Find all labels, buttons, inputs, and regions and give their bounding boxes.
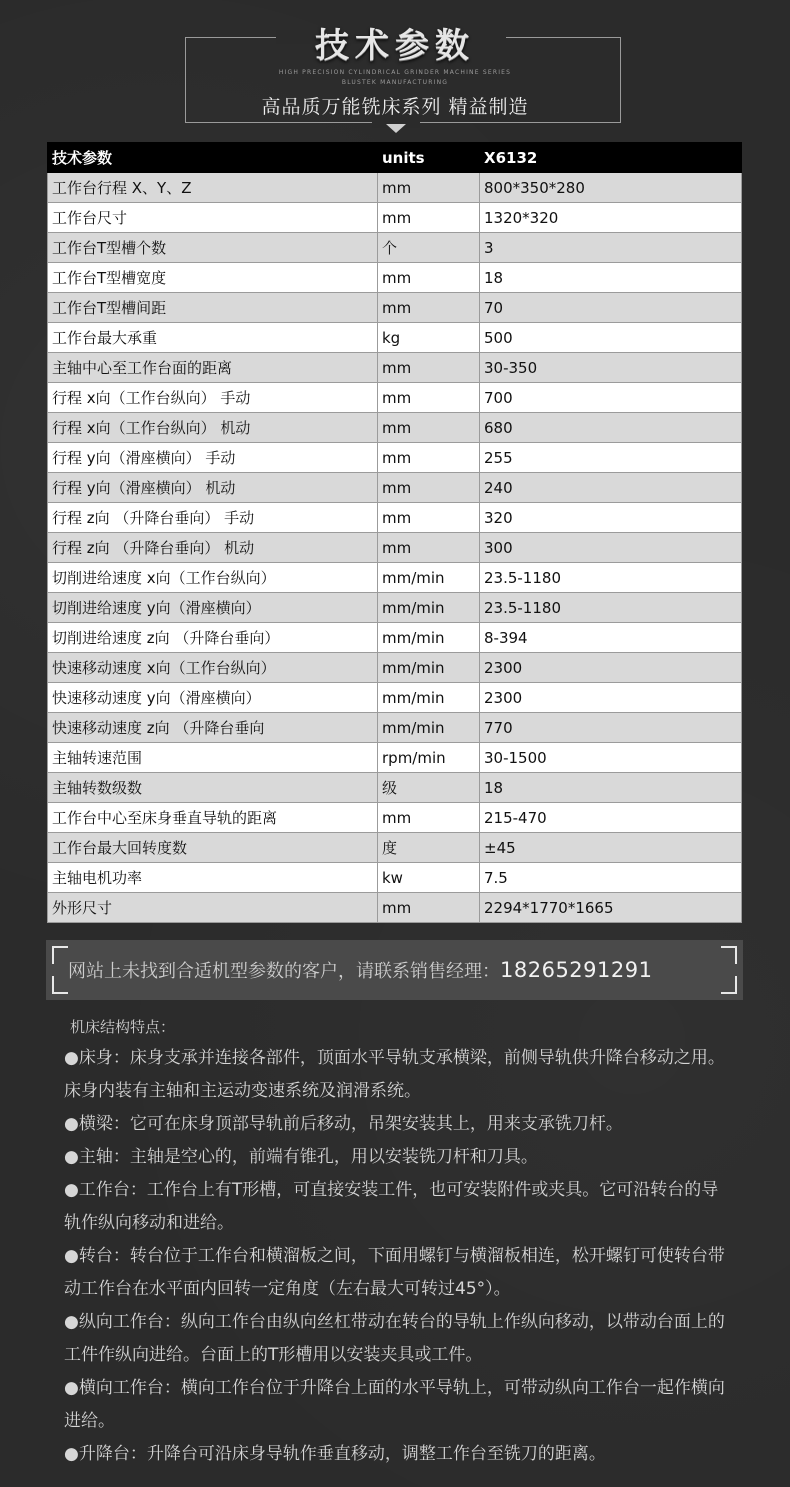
- cell-value: 2300: [480, 683, 742, 713]
- cell-unit: rpm/min: [378, 743, 480, 773]
- cell-unit: mm/min: [378, 623, 480, 653]
- cell-unit: mm: [378, 173, 480, 203]
- contact-banner: [46, 940, 743, 1000]
- header-english-line2: BLUSTEK MANUFACTURING: [341, 79, 449, 86]
- page-title: 技术参数: [315, 26, 475, 66]
- cell-unit: 度: [378, 833, 480, 863]
- cell-unit: 个: [378, 233, 480, 263]
- table-row: [48, 803, 742, 833]
- table-row: [48, 593, 742, 623]
- cell-parameter: 主轴转数级数: [48, 773, 378, 803]
- cell-value: 18: [480, 263, 742, 293]
- cell-unit: mm: [378, 533, 480, 563]
- cell-value: 700: [480, 383, 742, 413]
- cell-value: 2294*1770*1665: [480, 893, 742, 923]
- features-section: [64, 1012, 734, 1471]
- cell-value: 240: [480, 473, 742, 503]
- corner-bracket-icon: [52, 946, 68, 964]
- cell-parameter: 行程 z向 （升降台垂向） 手动: [48, 503, 378, 533]
- cell-parameter: 行程 x向（工作台纵向） 机动: [48, 413, 378, 443]
- cell-unit: 级: [378, 773, 480, 803]
- cell-value: 23.5-1180: [480, 593, 742, 623]
- corner-bracket-icon: [721, 976, 737, 994]
- cell-parameter: 工作台最大承重: [48, 323, 378, 353]
- cell-unit: mm/min: [378, 683, 480, 713]
- contact-text-line: [68, 940, 652, 1002]
- table-header-row: [48, 143, 742, 173]
- table-row: [48, 743, 742, 773]
- cell-parameter: 行程 z向 （升降台垂向） 机动: [48, 533, 378, 563]
- cell-unit: mm/min: [378, 713, 480, 743]
- table-row: [48, 893, 742, 923]
- cell-unit: kw: [378, 863, 480, 893]
- cell-parameter: 工作台尺寸: [48, 203, 378, 233]
- features-title: 机床结构特点：: [70, 1018, 176, 1036]
- header: [0, 0, 790, 140]
- cell-value: 320: [480, 503, 742, 533]
- header-english-line1: HIGH PRECISION CYLINDRICAL GRINDER MACHINE SERIES: [278, 69, 512, 76]
- table-row: [48, 623, 742, 653]
- cell-unit: mm: [378, 203, 480, 233]
- feature-item-beam: ●横梁：它可在床身顶部导轨前后移动，吊架安装其上，用来支承铣刀杆。: [64, 1114, 623, 1134]
- cell-value: 23.5-1180: [480, 563, 742, 593]
- feature-item-spindle: ●主轴：主轴是空心的，前端有锥孔，用以安装铣刀杆和刀具。: [64, 1147, 538, 1167]
- cell-value: 30-1500: [480, 743, 742, 773]
- table-row: [48, 533, 742, 563]
- table-row: [48, 863, 742, 893]
- column-header-model: X6132: [480, 143, 742, 173]
- feature-item-longitudinal-table: ●纵向工作台：纵向工作台由纵向丝杠带动在转台的导轨上作纵向移动，以带动台面上的工件作纵向进给。台面上的T形槽用以安装夹具或工件。: [64, 1312, 725, 1365]
- cell-parameter: 行程 y向（滑座横向） 机动: [48, 473, 378, 503]
- cell-parameter: 工作台最大回转度数: [48, 833, 378, 863]
- feature-item-turntable: ●转台：转台位于工作台和横溜板之间，下面用螺钉与横溜板相连，松开螺钉可使转台带动工作台在水平面内回转一定角度（左右最大可转过45°）。: [64, 1246, 725, 1299]
- cell-parameter: 主轴中心至工作台面的距离: [48, 353, 378, 383]
- column-header-parameter: 技术参数: [48, 143, 378, 173]
- cell-parameter: 工作台中心至床身垂直导轨的距离: [48, 803, 378, 833]
- cell-unit: mm: [378, 893, 480, 923]
- cell-value: 30-350: [480, 353, 742, 383]
- cell-value: 800*350*280: [480, 173, 742, 203]
- spec-table: [47, 142, 742, 923]
- cell-parameter: 切削进给速度 x向（工作台纵向）: [48, 563, 378, 593]
- feature-item-cross-table: ●横向工作台：横向工作台位于升降台上面的水平导轨上，可带动纵向工作台一起作横向进给。: [64, 1378, 725, 1431]
- cell-value: 70: [480, 293, 742, 323]
- cell-unit: mm/min: [378, 563, 480, 593]
- cell-unit: mm: [378, 383, 480, 413]
- cell-value: 680: [480, 413, 742, 443]
- table-row: [48, 233, 742, 263]
- cell-parameter: 工作台T型槽间距: [48, 293, 378, 323]
- table-row: [48, 773, 742, 803]
- corner-bracket-icon: [721, 946, 737, 964]
- header-english-caption: [0, 68, 790, 88]
- cell-value: 2300: [480, 653, 742, 683]
- cell-parameter: 工作台T型槽宽度: [48, 263, 378, 293]
- feature-item-bed: ●床身：床身支承并连接各部件，顶面水平导轨支承横梁，前侧导轨供升降台移动之用。床身内装有主轴和主运动变速系统及润滑系统。: [64, 1048, 725, 1101]
- cell-value: 3: [480, 233, 742, 263]
- cell-parameter: 快速移动速度 z向 （升降台垂向: [48, 713, 378, 743]
- table-row: [48, 683, 742, 713]
- cell-unit: mm: [378, 503, 480, 533]
- cell-value: 18: [480, 773, 742, 803]
- cell-value: 215-470: [480, 803, 742, 833]
- header-subtitle: 高品质万能铣床系列 精益制造: [261, 96, 529, 118]
- spec-table-body: [48, 173, 742, 923]
- cell-unit: mm: [378, 473, 480, 503]
- cell-unit: mm/min: [378, 593, 480, 623]
- cell-value: 770: [480, 713, 742, 743]
- cell-parameter: 外形尺寸: [48, 893, 378, 923]
- table-row: [48, 293, 742, 323]
- cell-value: 7.5: [480, 863, 742, 893]
- cell-value: ±45: [480, 833, 742, 863]
- table-row: [48, 323, 742, 353]
- cell-value: 1320*320: [480, 203, 742, 233]
- down-arrow-icon: [386, 124, 406, 133]
- cell-unit: mm: [378, 443, 480, 473]
- table-row: [48, 263, 742, 293]
- cell-value: 255: [480, 443, 742, 473]
- contact-phone[interactable]: 18265291291: [500, 958, 653, 982]
- cell-parameter: 快速移动速度 y向（滑座横向）: [48, 683, 378, 713]
- table-row: [48, 833, 742, 863]
- cell-value: 300: [480, 533, 742, 563]
- table-row: [48, 443, 742, 473]
- table-row: [48, 653, 742, 683]
- cell-unit: mm: [378, 413, 480, 443]
- cell-value: 8-394: [480, 623, 742, 653]
- cell-parameter: 主轴电机功率: [48, 863, 378, 893]
- cell-parameter: 主轴转速范围: [48, 743, 378, 773]
- column-header-units: units: [378, 143, 480, 173]
- cell-parameter: 行程 y向（滑座横向） 手动: [48, 443, 378, 473]
- table-row: [48, 353, 742, 383]
- cell-value: 500: [480, 323, 742, 353]
- cell-unit: mm/min: [378, 653, 480, 683]
- cell-parameter: 工作台行程 X、Y、Z: [48, 173, 378, 203]
- table-row: [48, 473, 742, 503]
- contact-message: 网站上未找到合适机型参数的客户，请联系销售经理：: [68, 961, 500, 982]
- cell-parameter: 行程 x向（工作台纵向） 手动: [48, 383, 378, 413]
- cell-parameter: 切削进给速度 z向 （升降台垂向）: [48, 623, 378, 653]
- cell-unit: mm: [378, 803, 480, 833]
- corner-bracket-icon: [52, 976, 68, 994]
- cell-unit: mm: [378, 293, 480, 323]
- table-row: [48, 383, 742, 413]
- table-row: [48, 203, 742, 233]
- feature-item-knee: ●升降台：升降台可沿床身导轨作垂直移动，调整工作台至铣刀的距离。: [64, 1444, 606, 1464]
- table-row: [48, 713, 742, 743]
- cell-unit: mm: [378, 263, 480, 293]
- cell-unit: kg: [378, 323, 480, 353]
- cell-unit: mm: [378, 353, 480, 383]
- table-row: [48, 413, 742, 443]
- cell-parameter: 工作台T型槽个数: [48, 233, 378, 263]
- table-row: [48, 563, 742, 593]
- table-row: [48, 503, 742, 533]
- feature-item-worktable: ●工作台：工作台上有T形槽，可直接安装工件，也可安装附件或夹具。它可沿转台的导轨作纵向移动和进给。: [64, 1180, 719, 1233]
- cell-parameter: 快速移动速度 x向（工作台纵向）: [48, 653, 378, 683]
- table-row: [48, 173, 742, 203]
- cell-parameter: 切削进给速度 y向（滑座横向）: [48, 593, 378, 623]
